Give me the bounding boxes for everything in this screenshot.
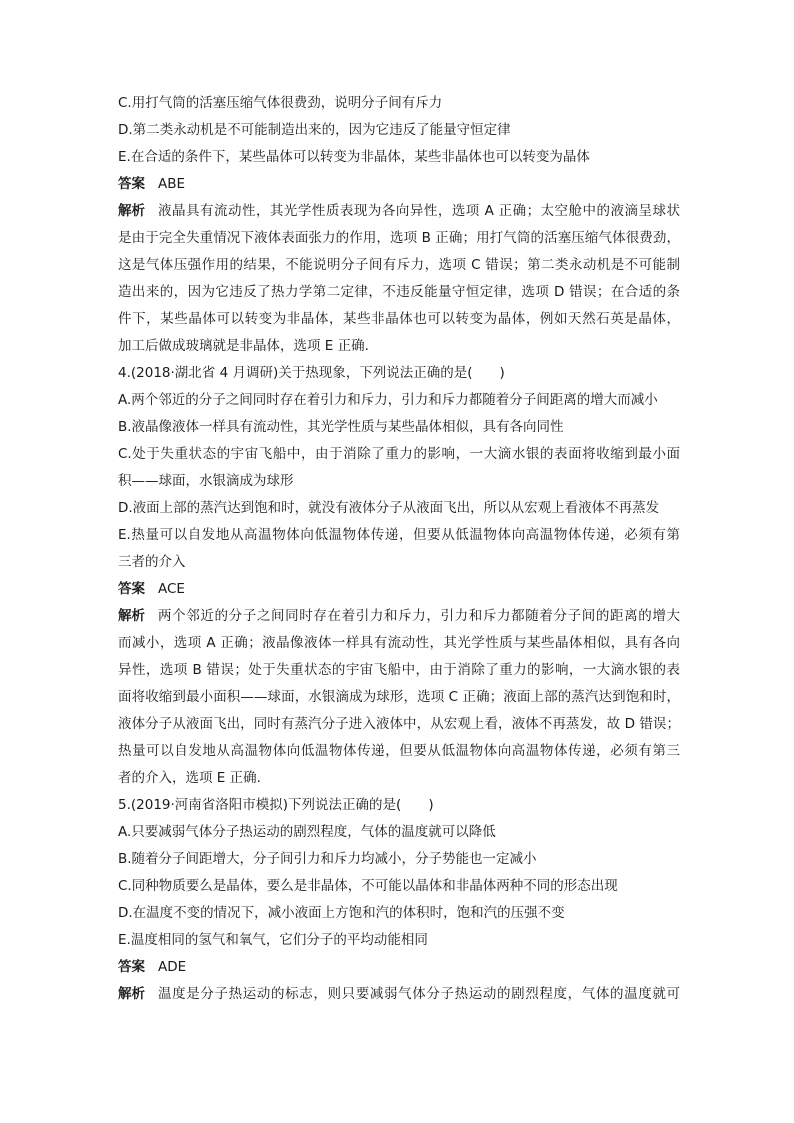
- q4-option-d: D.液面上部的蒸汽达到饱和时，就没有液体分子从液面飞出，所以从宏观上看液体不再蒸发: [118, 500, 660, 516]
- q5-answer: [118, 954, 680, 981]
- q3-option-e: E.在合适的条件下，某些晶体可以转变为非晶体，某些非晶体也可以转变为晶体: [118, 149, 590, 165]
- document-page: [118, 90, 680, 1008]
- q3-explanation-line-3: 这是气体压强作用的结果，不能说明分子间有斥力，选项 C 错误；第二类永动机是不可能制: [118, 257, 680, 273]
- explanation-text: 温度是分子热运动的标志，则只要减弱气体分子热运动的剧烈程度，气体的温度就可: [158, 986, 680, 1002]
- q5-option-b: B.随着分子间距增大，分子间引力和斥力均减小，分子势能也一定减小: [118, 851, 537, 867]
- q4-option-e-line-1: E.热量可以自发地从高温物体向低温物体传递，但要从低温物体向高温物体传递，必须有第: [118, 527, 680, 543]
- q4-explanation-line-4: 面将收缩到最小面积——球面，水银滴成为球形，选项 C 正确；液面上部的蒸汽达到饱和时，: [118, 689, 680, 705]
- q5-option-a: A.只要减弱气体分子热运动的剧烈程度，气体的温度就可以降低: [118, 824, 496, 840]
- answer-value: ADE: [158, 959, 187, 975]
- explanation-label: 解析: [118, 608, 145, 624]
- q5-explanation-line-1: [118, 981, 680, 1008]
- q4-stem: 4.(2018·湖北省 4 月调研)关于热现象，下列说法正确的是( ): [118, 365, 505, 381]
- q4-option-c-line-1: C.处于失重状态的宇宙飞船中，由于消除了重力的影响，一大滴水银的表面将收缩到最小面: [118, 446, 680, 462]
- answer-label: 答案: [118, 959, 145, 975]
- q3-explanation-line-6: 加工后做成玻璃就是非晶体，选项 E 正确.: [118, 338, 369, 354]
- q4-explanation-line-1: [118, 603, 680, 630]
- q3-answer: [118, 171, 680, 198]
- q4-explanation-line-6: 热量可以自发地从高温物体向低温物体传递，但要从低温物体向高温物体传递，必须有第三: [118, 743, 680, 759]
- q4-explanation-line-7: 者的介入，选项 E 正确.: [118, 770, 261, 786]
- q3-explanation-line-5: 件下，某些晶体可以转变为非晶体，某些非晶体也可以转变为晶体，例如天然石英是晶体，: [118, 311, 680, 327]
- answer-value: ABE: [158, 176, 186, 192]
- q5-stem: 5.(2019·河南省洛阳市模拟)下列说法正确的是( ): [118, 797, 434, 813]
- q4-explanation-line-2: 而减小，选项 A 正确；液晶像液体一样具有流动性，其光学性质与某些晶体相似，具有各向: [118, 635, 680, 651]
- q4-option-e-line-2: 三者的介入: [118, 554, 186, 570]
- q3-explanation-line-1: [118, 198, 680, 225]
- answer-label: 答案: [118, 176, 145, 192]
- q4-explanation-line-5: 液体分子从液面飞出，同时有蒸汽分子进入液体中，从宏观上看，液体不再蒸发，故 D 错误；: [118, 716, 680, 732]
- answer-value: ACE: [158, 581, 185, 597]
- q4-answer: [118, 576, 680, 603]
- explanation-text: 液晶具有流动性，其光学性质表现为各向异性，选项 A 正确；太空舱中的液滴呈球状: [158, 203, 680, 219]
- explanation-label: 解析: [118, 986, 145, 1002]
- explanation-text: 两个邻近的分子之间同时存在着引力和斥力，引力和斥力都随着分子间的距离的增大: [158, 608, 680, 624]
- q5-option-d: D.在温度不变的情况下，减小液面上方饱和汽的体积时，饱和汽的压强不变: [118, 905, 565, 921]
- q3-explanation-line-2: 是由于完全失重情况下液体表面张力的作用，选项 B 正确；用打气筒的活塞压缩气体很费劲，: [118, 230, 680, 246]
- q4-option-b: B.液晶像液体一样具有流动性，其光学性质与某些晶体相似，具有各向同性: [118, 419, 564, 435]
- q4-explanation-line-3: 异性，选项 B 错误；处于失重状态的宇宙飞船中，由于消除了重力的影响，一大滴水银的表: [118, 662, 680, 678]
- answer-label: 答案: [118, 581, 145, 597]
- q5-option-e: E.温度相同的氢气和氧气，它们分子的平均动能相同: [118, 932, 428, 948]
- q3-explanation-line-4: 造出来的，因为它违反了热力学第二定律，不违反能量守恒定律，选项 D 错误；在合适的条: [118, 284, 680, 300]
- q4-option-c-line-2: 积——球面，水银滴成为球形: [118, 473, 294, 489]
- q5-option-c: C.同种物质要么是晶体，要么是非晶体，不可能以晶体和非晶体两种不同的形态出现: [118, 878, 618, 894]
- q3-option-c: C.用打气筒的活塞压缩气体很费劲，说明分子间有斥力: [118, 95, 443, 111]
- explanation-label: 解析: [118, 203, 145, 219]
- q3-option-d: D.第二类永动机是不可能制造出来的，因为它违反了能量守恒定律: [118, 122, 511, 138]
- q4-option-a: A.两个邻近的分子之间同时存在着引力和斥力，引力和斥力都随着分子间距离的增大而减小: [118, 392, 658, 408]
